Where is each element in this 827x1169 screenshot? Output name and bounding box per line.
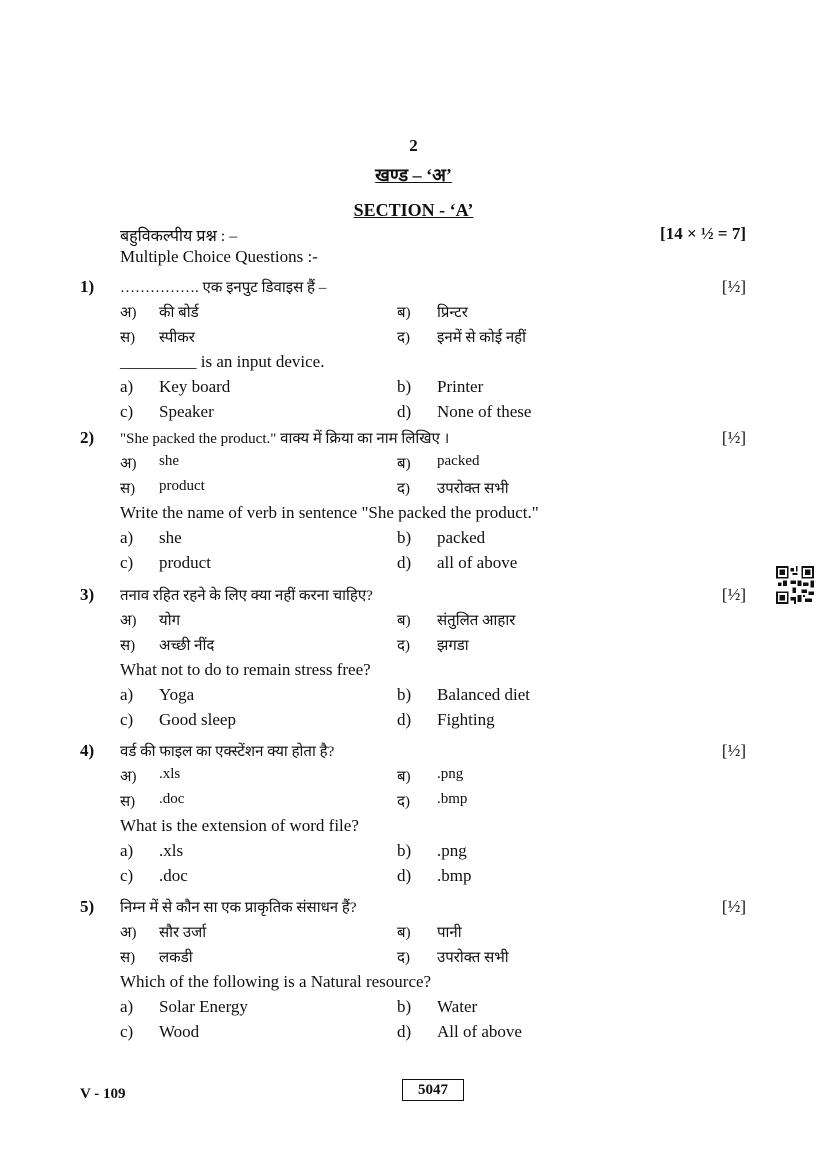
option-text: .xls — [159, 841, 184, 860]
option-row — [0, 635, 827, 660]
option-text: she — [159, 528, 182, 547]
option-row — [0, 997, 827, 1022]
option-text: योग — [159, 613, 181, 629]
option-text: प्रिन्टर — [437, 305, 468, 321]
question-text-english: What not to do to remain stress free? — [120, 660, 371, 679]
question-text-english: What is the extension of word file? — [120, 816, 359, 835]
footer-paper-code: V - 109 — [80, 1086, 126, 1102]
option-text: Good sleep — [159, 710, 236, 729]
option-label: d) — [397, 866, 412, 885]
option-row — [0, 453, 827, 478]
question-number: 5) — [80, 897, 95, 916]
mcq-heading-hindi: बहुविकल्पीय प्रश्न : – — [120, 228, 238, 245]
mcq-heading-english: Multiple Choice Questions :- — [120, 247, 318, 266]
option-label: b) — [397, 685, 412, 704]
option-label: द) — [397, 950, 410, 966]
option-label: अ) — [120, 769, 137, 785]
option-row — [0, 478, 827, 503]
option-text: Speaker — [159, 402, 214, 421]
option-text: झगडा — [437, 638, 469, 654]
option-label: a) — [120, 997, 134, 1016]
option-label: b) — [397, 377, 412, 396]
option-label: ब) — [397, 305, 411, 321]
question-text-english-row — [0, 660, 827, 685]
question-number: 2) — [80, 428, 95, 447]
option-label: अ) — [120, 925, 137, 941]
option-label: स) — [120, 481, 136, 497]
question-text-hindi: ……………. एक इनपुट डिवाइस हैं – — [120, 280, 327, 296]
option-text: संतुलित आहार — [437, 613, 516, 629]
question-text-hindi-row — [0, 277, 827, 302]
option-text: .png — [437, 766, 464, 782]
option-row — [0, 610, 827, 635]
option-text: .doc — [159, 866, 188, 885]
option-row — [0, 866, 827, 891]
option-text: स्पीकर — [159, 330, 195, 346]
option-label: ब) — [397, 613, 411, 629]
option-row — [0, 553, 827, 578]
total-marks: [14 × ½ = 7] — [660, 224, 746, 243]
option-label: d) — [397, 710, 412, 729]
option-label: d) — [397, 1022, 412, 1041]
question-text-hindi: वर्ड की फाइल का एक्स्टेंशन क्या होता है? — [120, 744, 335, 760]
option-text: पानी — [437, 925, 462, 941]
section-title-hindi — [0, 163, 827, 187]
option-row — [0, 402, 827, 427]
question-text-hindi: तनाव रहित रहने के लिए क्या नहीं करना चाहिए? — [120, 588, 373, 604]
option-text: she — [159, 453, 179, 469]
question-text-english-row — [0, 503, 827, 528]
option-text: product — [159, 553, 211, 572]
option-text: Wood — [159, 1022, 200, 1041]
option-text: .doc — [159, 791, 185, 807]
option-label: b) — [397, 997, 412, 1016]
option-text: लकडी — [159, 950, 193, 966]
option-label: d) — [397, 553, 412, 572]
option-label: b) — [397, 528, 412, 547]
option-text: All of above — [437, 1022, 522, 1041]
option-label: द) — [397, 481, 410, 497]
question-text-english-row — [0, 972, 827, 997]
option-text: .png — [437, 841, 467, 860]
question-text-hindi-row — [0, 428, 827, 453]
option-row — [0, 947, 827, 972]
option-text: अच्छी नींद — [159, 638, 215, 654]
option-label: a) — [120, 528, 134, 547]
question-marks: [½] — [721, 277, 746, 296]
question-text-hindi: निम्न में से कौन सा एक प्राकृतिक संसाधन हैं? — [120, 900, 357, 916]
section-title — [0, 200, 827, 221]
option-row — [0, 791, 827, 816]
option-label: c) — [120, 553, 134, 572]
question-text-english: _________ is an input device. — [120, 352, 325, 371]
option-label: स) — [120, 638, 136, 654]
option-text: सौर उर्जा — [159, 925, 207, 941]
qr-code-icon — [776, 566, 814, 604]
option-text: Balanced diet — [437, 685, 530, 704]
option-row — [0, 528, 827, 553]
option-text: इनमें से कोई नहीं — [437, 330, 526, 346]
option-text: की बोर्ड — [159, 305, 199, 321]
option-label: a) — [120, 841, 134, 860]
option-label: b) — [397, 841, 412, 860]
section-title-hindi-text: खण्ड – ‘अ’ — [375, 165, 452, 185]
page-number: 2 — [409, 136, 418, 155]
option-text: Water — [437, 997, 478, 1016]
option-label: ब) — [397, 456, 411, 472]
option-row — [0, 710, 827, 735]
question-text-hindi-row — [0, 585, 827, 610]
question-marks: [½] — [721, 428, 746, 447]
question-marks: [½] — [721, 585, 746, 604]
option-label: द) — [397, 330, 410, 346]
option-text: Key board — [159, 377, 231, 396]
option-text: Yoga — [159, 685, 195, 704]
option-label: अ) — [120, 456, 137, 472]
option-text: Fighting — [437, 710, 495, 729]
option-label: a) — [120, 685, 134, 704]
option-label: c) — [120, 710, 134, 729]
option-text: None of these — [437, 402, 532, 421]
option-label: स) — [120, 794, 136, 810]
section-title-text: SECTION - ‘A’ — [353, 200, 474, 220]
footer-code-box: 5047 — [402, 1079, 464, 1101]
option-row — [0, 327, 827, 352]
question-text-hindi-row — [0, 741, 827, 766]
option-text: .bmp — [437, 791, 468, 807]
option-text: Printer — [437, 377, 484, 396]
option-row — [0, 766, 827, 791]
question-text-english: Write the name of verb in sentence "She packed the product." — [120, 503, 539, 522]
option-text: packed — [437, 528, 486, 547]
option-row — [0, 922, 827, 947]
option-label: ब) — [397, 769, 411, 785]
question-text-english-row — [0, 816, 827, 841]
option-text: .xls — [159, 766, 181, 782]
question-text-english-row — [0, 352, 827, 377]
option-row — [0, 685, 827, 710]
option-label: c) — [120, 866, 134, 885]
question-text-english: Which of the following is a Natural resource? — [120, 972, 432, 991]
option-text: .bmp — [437, 866, 472, 885]
option-text: packed — [437, 453, 480, 469]
option-text: Solar Energy — [159, 997, 248, 1016]
option-label: c) — [120, 1022, 134, 1041]
option-label: स) — [120, 330, 136, 346]
option-text: उपरोक्त सभी — [437, 950, 509, 966]
option-text: product — [159, 478, 205, 494]
option-row — [0, 1022, 827, 1047]
option-label: ब) — [397, 925, 411, 941]
option-label: a) — [120, 377, 134, 396]
question-text-hindi-row — [0, 897, 827, 922]
option-label: अ) — [120, 613, 137, 629]
option-label: द) — [397, 794, 410, 810]
option-text: उपरोक्त सभी — [437, 481, 509, 497]
question-number: 4) — [80, 741, 95, 760]
option-label: d) — [397, 402, 412, 421]
option-label: द) — [397, 638, 410, 654]
option-text: all of above — [437, 553, 518, 572]
option-row — [0, 841, 827, 866]
question-marks: [½] — [721, 897, 746, 916]
option-label: स) — [120, 950, 136, 966]
question-text-hindi: "She packed the product." वाक्य में क्रिया का नाम लिखिए । — [120, 431, 450, 447]
question-number: 3) — [80, 585, 95, 604]
question-number: 1) — [80, 277, 95, 296]
option-row — [0, 302, 827, 327]
option-label: c) — [120, 402, 134, 421]
option-label: अ) — [120, 305, 137, 321]
option-row — [0, 377, 827, 402]
question-marks: [½] — [721, 741, 746, 760]
